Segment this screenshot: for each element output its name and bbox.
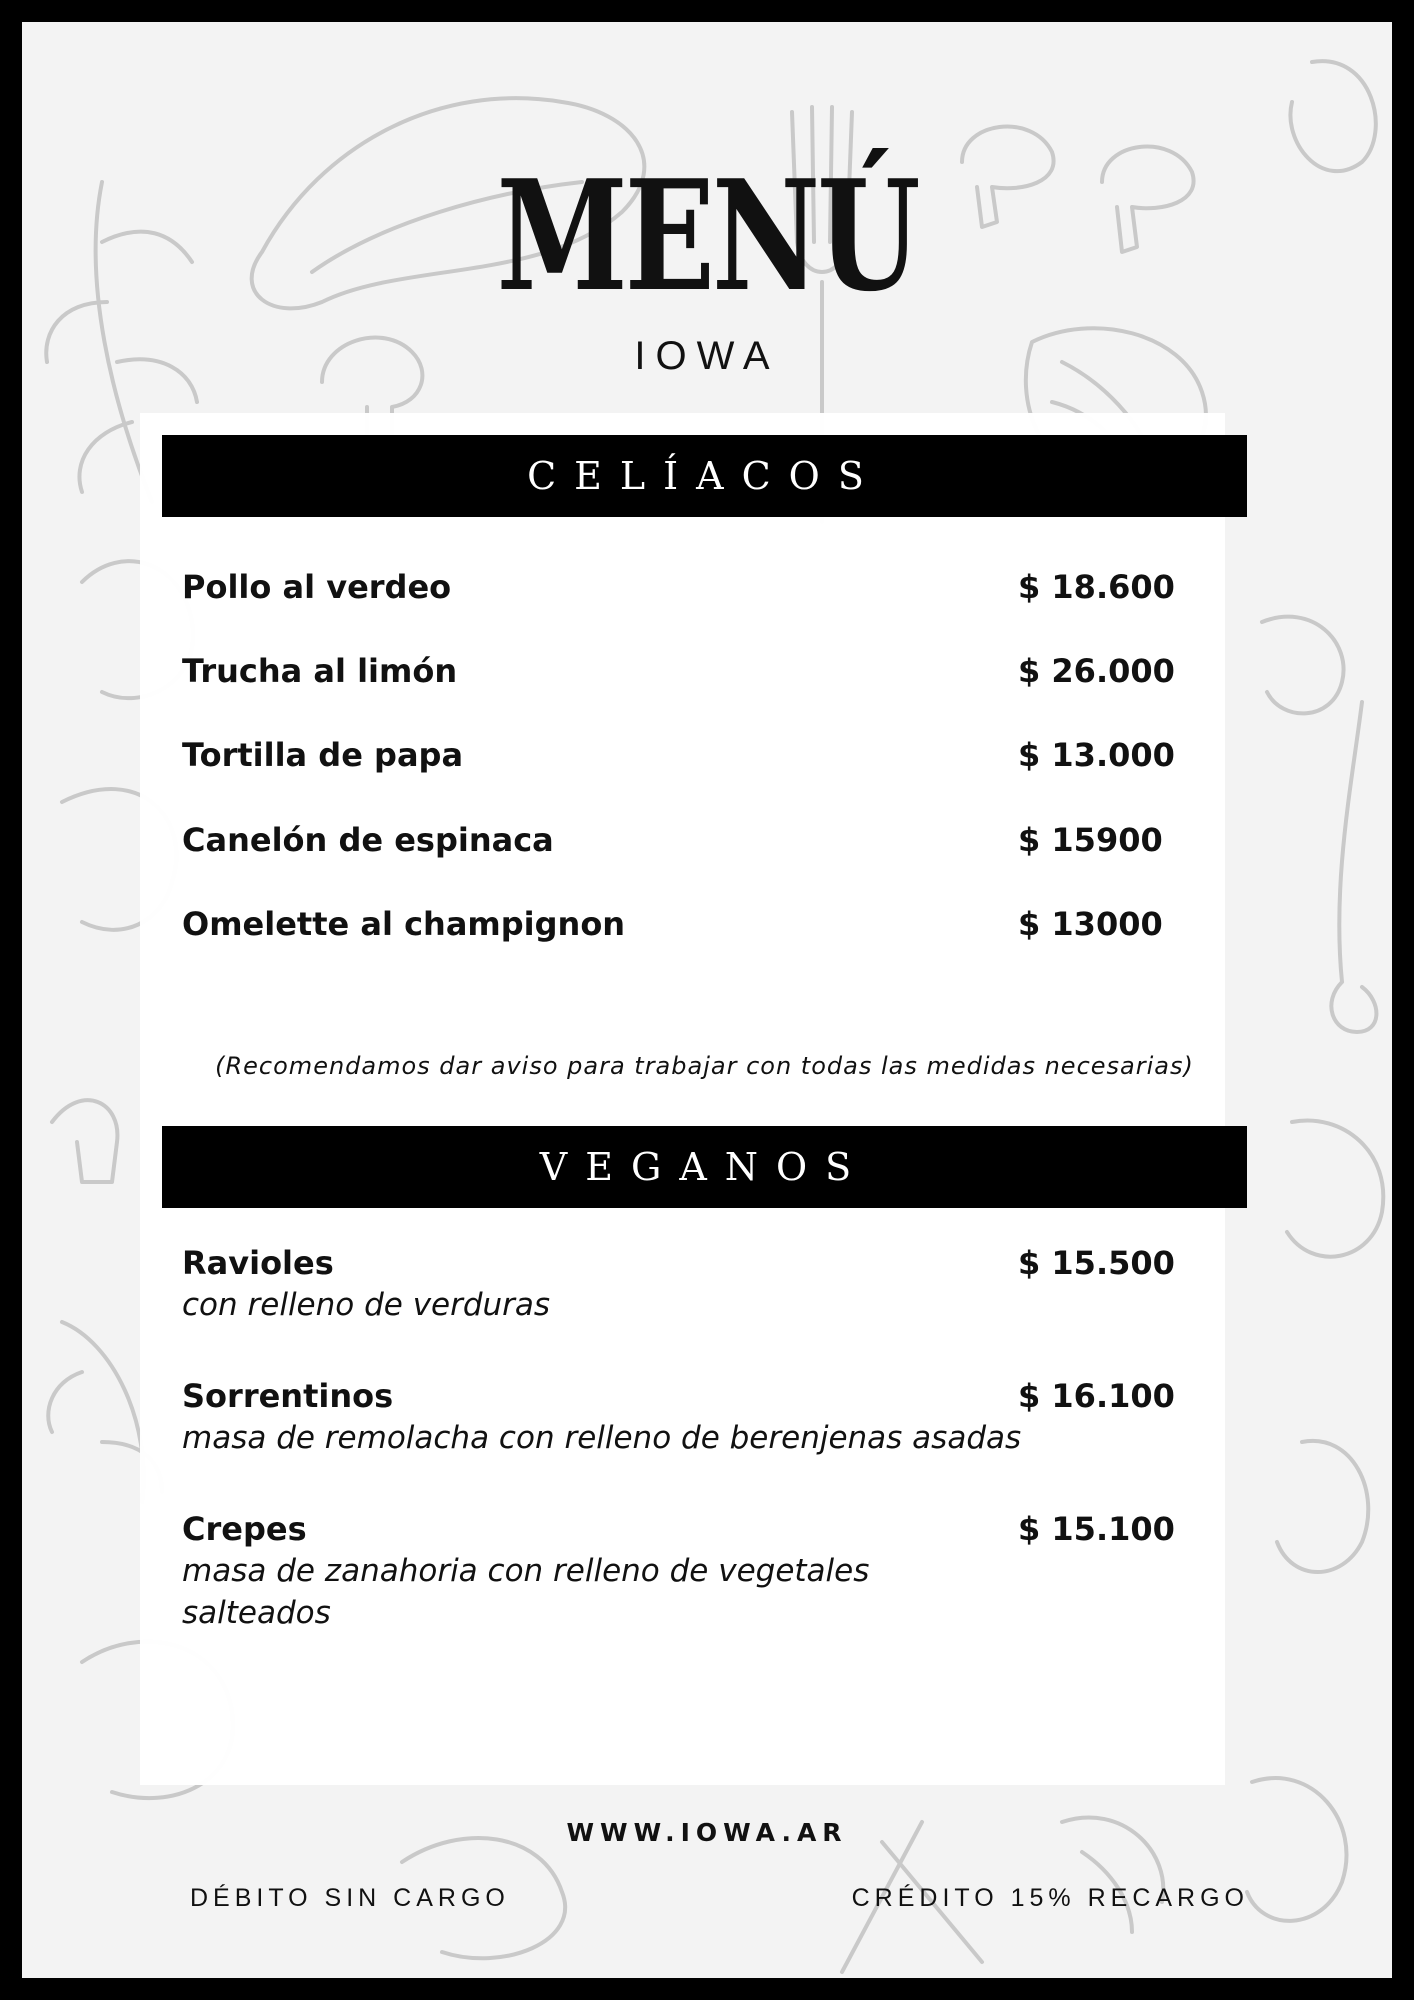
item-description: masa de zanahoria con relleno de vegetales salteados xyxy=(182,1553,870,1631)
item-name: Trucha al limón xyxy=(182,652,458,690)
item-name: Omelette al champignon xyxy=(182,905,626,943)
item-description: con relleno de verduras xyxy=(182,1287,551,1323)
section-header-veganos: VEGANOS xyxy=(162,1126,1247,1208)
item-price: $ 13000 xyxy=(1018,905,1163,943)
item-name: Ravioles xyxy=(182,1244,334,1282)
page-title: MENÚ xyxy=(496,146,918,325)
celiacos-note: (Recomendamos dar aviso para trabajar con todas las medidas necesarias) xyxy=(215,1052,1194,1080)
item-name: Crepes xyxy=(182,1510,307,1548)
item-name: Tortilla de papa xyxy=(182,736,464,774)
item-price: $ 26.000 xyxy=(1018,652,1175,690)
credit-payment-note: CRÉDITO 15% RECARGO xyxy=(851,1884,1249,1912)
item-name: Sorrentinos xyxy=(182,1377,394,1415)
restaurant-name: IOWA xyxy=(634,334,780,378)
item-name: Canelón de espinaca xyxy=(182,821,554,859)
item-name: Pollo al verdeo xyxy=(182,568,452,606)
debit-payment-note: DÉBITO SIN CARGO xyxy=(190,1884,510,1912)
item-description: masa de remolacha con relleno de berenjenas asadas xyxy=(182,1420,1022,1456)
item-price: $ 18.600 xyxy=(1018,568,1175,606)
section-header-celiacos: CELÍACOS xyxy=(162,435,1247,517)
item-price: $ 13.000 xyxy=(1018,736,1175,774)
item-price: $ 15.500 xyxy=(1018,1244,1175,1282)
item-price: $ 15.100 xyxy=(1018,1510,1175,1548)
item-price: $ 15900 xyxy=(1018,821,1163,859)
item-price: $ 16.100 xyxy=(1018,1377,1175,1415)
website-link[interactable]: WWW.IOWA.AR xyxy=(566,1818,848,1847)
